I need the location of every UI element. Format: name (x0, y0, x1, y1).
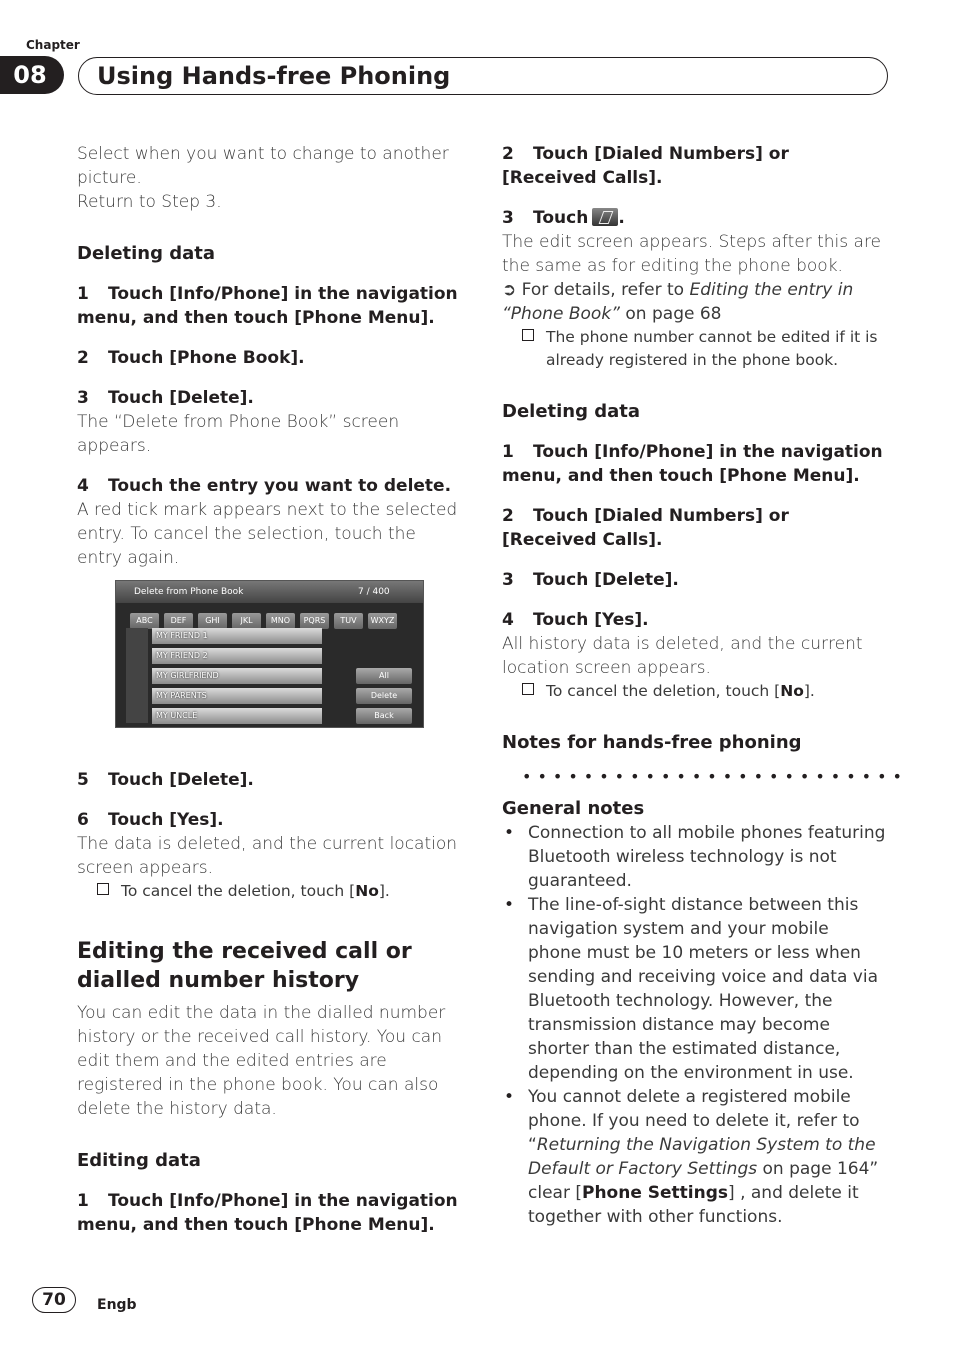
ref-italic: Editing the entry in “Phone Book” (502, 280, 854, 324)
step-text: Touch [Info/Phone] in the navigation menu, and then touch [Phone Menu]. (77, 284, 458, 328)
dotted-divider: ••••••••••••••••••••••••• (522, 767, 908, 786)
tab-abc: ABC (130, 613, 159, 629)
note-text-bold: No (355, 882, 379, 900)
step-number: 3 (77, 388, 89, 408)
step-number: 2 (77, 348, 89, 368)
arrow-icon: ➲ (502, 280, 522, 300)
step-number: 4 (77, 476, 89, 496)
step-number: 1 (502, 442, 514, 462)
entry-label: MY UNCLE (156, 711, 198, 720)
bullet3-bold: Phone Settings (581, 1183, 729, 1203)
screenshot-scrollbar (126, 628, 148, 723)
notes-heading: Notes for hands-free phoning (502, 732, 802, 753)
step-number: 6 (77, 810, 89, 830)
history-delete-step-3 (502, 568, 887, 592)
step-text: Touch [Delete]. (108, 388, 254, 408)
entry-label: MY PARENTS (156, 691, 207, 700)
step-text: Touch [Dialed Numbers] or [Received Calls]. (502, 144, 789, 188)
note-text-post: ]. (803, 682, 815, 700)
right-column (502, 142, 908, 1229)
note-text-bold: No (780, 682, 804, 700)
tab-tuv: TUV (334, 613, 363, 629)
section-text: You can edit the data in the dialled number history or the received call history. You can edit them and the edited entries are registered in the phone book. You can also delete the history data. (77, 1003, 446, 1119)
step-text: Touch [Phone Book]. (108, 348, 305, 368)
language-label: Engb (97, 1297, 137, 1313)
tab-mno: MNO (266, 613, 295, 629)
history-cancel-note (502, 680, 887, 703)
delete-step-3-text: The “Delete from Phone Book” screen appears. (77, 412, 400, 456)
note-text-pre: To cancel the deletion, touch [ (546, 682, 781, 700)
tab-pqrs: PQRS (300, 613, 329, 629)
delete-step-3 (77, 386, 462, 410)
step-number: 2 (502, 144, 514, 164)
step-text: Touch [Dialed Numbers] or [Received Calls]. (502, 506, 789, 550)
reference-note (502, 278, 887, 326)
entry-label: MY FRIEND 2 (156, 651, 208, 660)
step-number: 4 (502, 610, 514, 630)
general-notes-list (502, 821, 887, 1229)
delete-step-6-text: The data is deleted, and the current location screen appears. (77, 834, 458, 878)
step-number: 1 (77, 284, 89, 304)
step-text: Touch the entry you want to delete. (108, 476, 452, 496)
bullet3-pre: You cannot delete a registered mobile phone. If you need to delete it, refer to “ (528, 1087, 860, 1155)
cancel-note (77, 880, 462, 903)
step-number: 5 (77, 770, 89, 790)
delete-step-6 (77, 808, 462, 832)
intro-text-2: Return to Step 3. (77, 192, 222, 212)
tab-ghi: GHI (198, 613, 227, 629)
edit-step-3-text: The edit screen appears. Steps after this are the same as for editing the phone book. (502, 232, 882, 276)
general-notes-heading: General notes (502, 798, 645, 819)
bullet3-italic: Returning the Navigation System to the Default or Factory Settings (528, 1135, 876, 1179)
step-number: 1 (77, 1191, 89, 1211)
chapter-number: 08 (0, 56, 64, 94)
step-text: Touch [Delete]. (533, 570, 679, 590)
step-text: Touch [Yes]. (108, 810, 224, 830)
step-text: Touch [Delete]. (108, 770, 254, 790)
screenshot-header (116, 581, 423, 603)
ref-post: on page 68 (620, 304, 722, 324)
step-number: 3 (502, 208, 514, 228)
step-text: Touch [Info/Phone] in the navigation menu, and then touch [Phone Menu]. (502, 442, 883, 486)
screenshot-back-button: Back (356, 708, 412, 724)
screenshot-entry (152, 668, 322, 684)
delete-step-1 (77, 282, 462, 330)
note-text-post: ]. (378, 882, 390, 900)
delete-step-4-text: A red tick mark appears next to the selected entry. To cancel the selection, touch the entry again. (77, 500, 458, 568)
tab-jkl: JKL (232, 613, 261, 629)
entry-label: MY GIRLFRIEND (156, 671, 219, 680)
bullet3-mid: on page 164” clear [ (528, 1159, 879, 1203)
step-text: Touch [Info/Phone] in the navigation menu, and then touch [Phone Menu]. (77, 1191, 458, 1235)
list-item: • The line-of-sight distance between this navigation system and your mobile phone must be 10 meters or less when sending and receiving voice and data via Bluetooth technology. However, the transmission distance may become shorter than the estimated distance, depending on the environment in use. (502, 893, 887, 1085)
screenshot-entry (152, 628, 322, 644)
delete-step-4 (77, 474, 462, 498)
page-title-text: Using Hands-free Phoning (97, 62, 451, 90)
step-text: Touch [Yes]. (533, 610, 649, 630)
note-text: The phone number cannot be edited if it is already registered in the phone book. (546, 328, 878, 369)
edit-step-1 (77, 1189, 462, 1237)
list-item (502, 1085, 887, 1229)
note-box-icon (522, 329, 534, 341)
bullet3-post: ] , and delete it together with other functions. (528, 1183, 859, 1227)
history-deleting-heading: Deleting data (502, 401, 641, 422)
editing-data-heading: Editing data (77, 1150, 201, 1171)
history-delete-step-4 (502, 608, 887, 632)
history-delete-step-1 (502, 440, 887, 488)
step-text: Touch (533, 208, 589, 228)
deleting-data-heading: Deleting data (77, 243, 216, 264)
edit-step-2 (502, 142, 887, 190)
edit-icon (592, 208, 618, 226)
delete-step-5 (77, 768, 462, 792)
delete-step-2 (77, 346, 462, 370)
entry-label: MY FRIEND 1 (156, 631, 208, 640)
screenshot-delete-button: Delete (356, 688, 412, 704)
screenshot-entry (152, 708, 322, 724)
page-title (78, 57, 888, 95)
screenshot-title: Delete from Phone Book (134, 587, 244, 597)
screenshot-entry (152, 688, 322, 704)
screenshot-all-button: All (356, 668, 412, 684)
edit-step-3: 3 Touch . (502, 208, 625, 228)
note-box-icon (97, 883, 109, 895)
edit-note (502, 326, 887, 372)
history-delete-step-2 (502, 504, 887, 552)
note-box-icon (522, 683, 534, 695)
step-number: 2 (502, 506, 514, 526)
ref-pre: For details, refer to (521, 280, 690, 300)
tab-wxyz: WXYZ (368, 613, 397, 629)
history-delete-step-4-text: All history data is deleted, and the current location screen appears. (502, 634, 863, 678)
screenshot-tabs (130, 608, 402, 629)
chapter-label: Chapter (26, 38, 80, 52)
note-text-pre: To cancel the deletion, touch [ (121, 882, 356, 900)
screenshot-counter: 7 / 400 (358, 587, 390, 597)
screenshot-entry (152, 648, 322, 664)
page-number: 70 (32, 1287, 76, 1313)
delete-phonebook-screenshot (115, 580, 424, 728)
section-heading: Editing the received call or dialled number history (77, 939, 412, 993)
list-item: • Connection to all mobile phones featuring Bluetooth wireless technology is not guaranteed. (502, 821, 887, 893)
step-number: 3 (502, 570, 514, 590)
intro-text-1: Select when you want to change to another picture. (77, 144, 449, 188)
tab-def: DEF (164, 613, 193, 629)
